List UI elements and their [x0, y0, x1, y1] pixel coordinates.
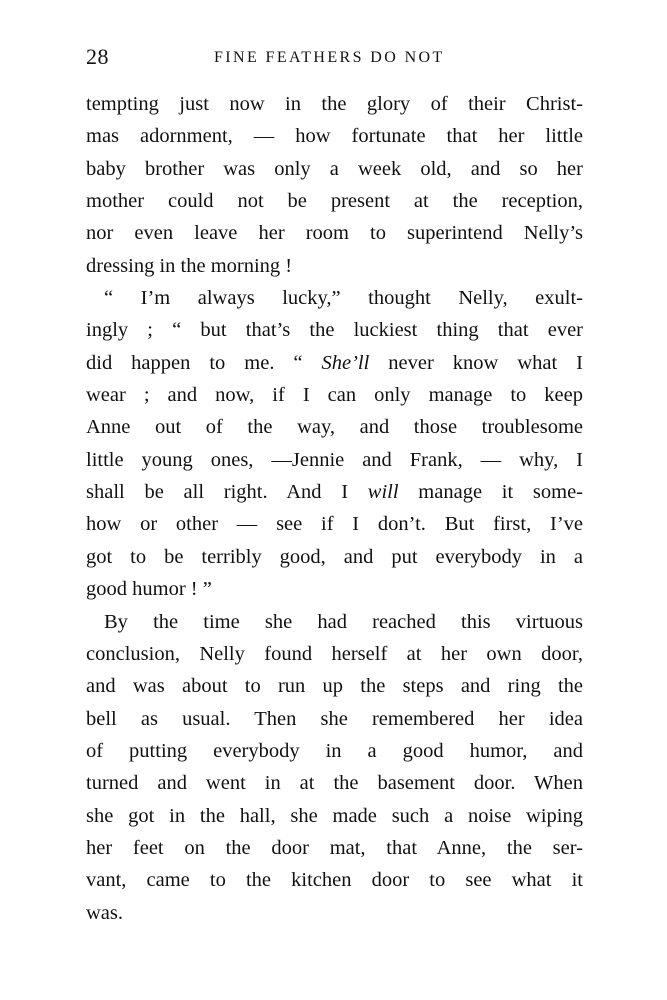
text-line: she got in the hall, she made such a noise wiping	[86, 804, 583, 827]
text-line: ingly ; “ but that’s the luckiest thing that ever	[86, 319, 583, 342]
text-line: how or other — see if I don’t. But first, I’ve	[86, 513, 583, 536]
text-line-paragraph-end: good humor ! ”	[86, 578, 212, 601]
italic-emphasis: will	[367, 481, 399, 504]
text-line: nor even leave her room to superintend Nelly’s	[86, 222, 583, 245]
text-line: and was about to run up the steps and ring the	[86, 675, 583, 698]
text-line: mother could not be present at the reception,	[86, 190, 583, 213]
text-line: baby brother was only a week old, and so her	[86, 157, 583, 180]
text-line: vant, came to the kitchen door to see what it	[86, 869, 583, 892]
text-line: wear ; and now, if I can only manage to keep	[86, 384, 583, 407]
text-run: manage it some-	[398, 481, 583, 504]
text-line-paragraph-end: dressing in the morning !	[86, 254, 293, 277]
text-line-paragraph-start: “ I’m always lucky,” thought Nelly, exult-	[104, 287, 583, 310]
text-line: got to be terribly good, and put everybody in a	[86, 545, 583, 568]
text-line: mas adornment, — how fortunate that her little	[86, 125, 583, 148]
text-line: turned and went in at the basement door. When	[86, 772, 583, 795]
text-run: did happen to me. “	[86, 351, 322, 374]
text-line: bell as usual. Then she remembered her idea	[86, 707, 583, 730]
text-line-paragraph-start: By the time she had reached this virtuous	[104, 610, 583, 633]
text-line-with-italic	[86, 476, 583, 508]
running-head: FINE FEATHERS DO NOT	[214, 49, 445, 66]
text-line-paragraph-end: was.	[86, 901, 124, 924]
text-run: shall be all right. And I	[86, 481, 368, 504]
body-text	[86, 88, 583, 929]
page-number: 28	[86, 44, 109, 69]
italic-emphasis: She’ll	[321, 351, 370, 374]
text-line: little young ones, —Jennie and Frank, — why, I	[86, 448, 583, 471]
text-line: of putting everybody in a good humor, and	[86, 739, 583, 762]
text-line-with-italic	[86, 347, 583, 379]
text-line: tempting just now in the glory of their Christ-	[86, 93, 583, 115]
text-line: conclusion, Nelly found herself at her own door,	[86, 642, 583, 665]
text-run: never know what I	[369, 351, 583, 374]
text-line: Anne out of the way, and those troublesome	[86, 416, 583, 439]
page-header	[0, 44, 667, 74]
text-line: her feet on the door mat, that Anne, the ser-	[86, 836, 583, 859]
